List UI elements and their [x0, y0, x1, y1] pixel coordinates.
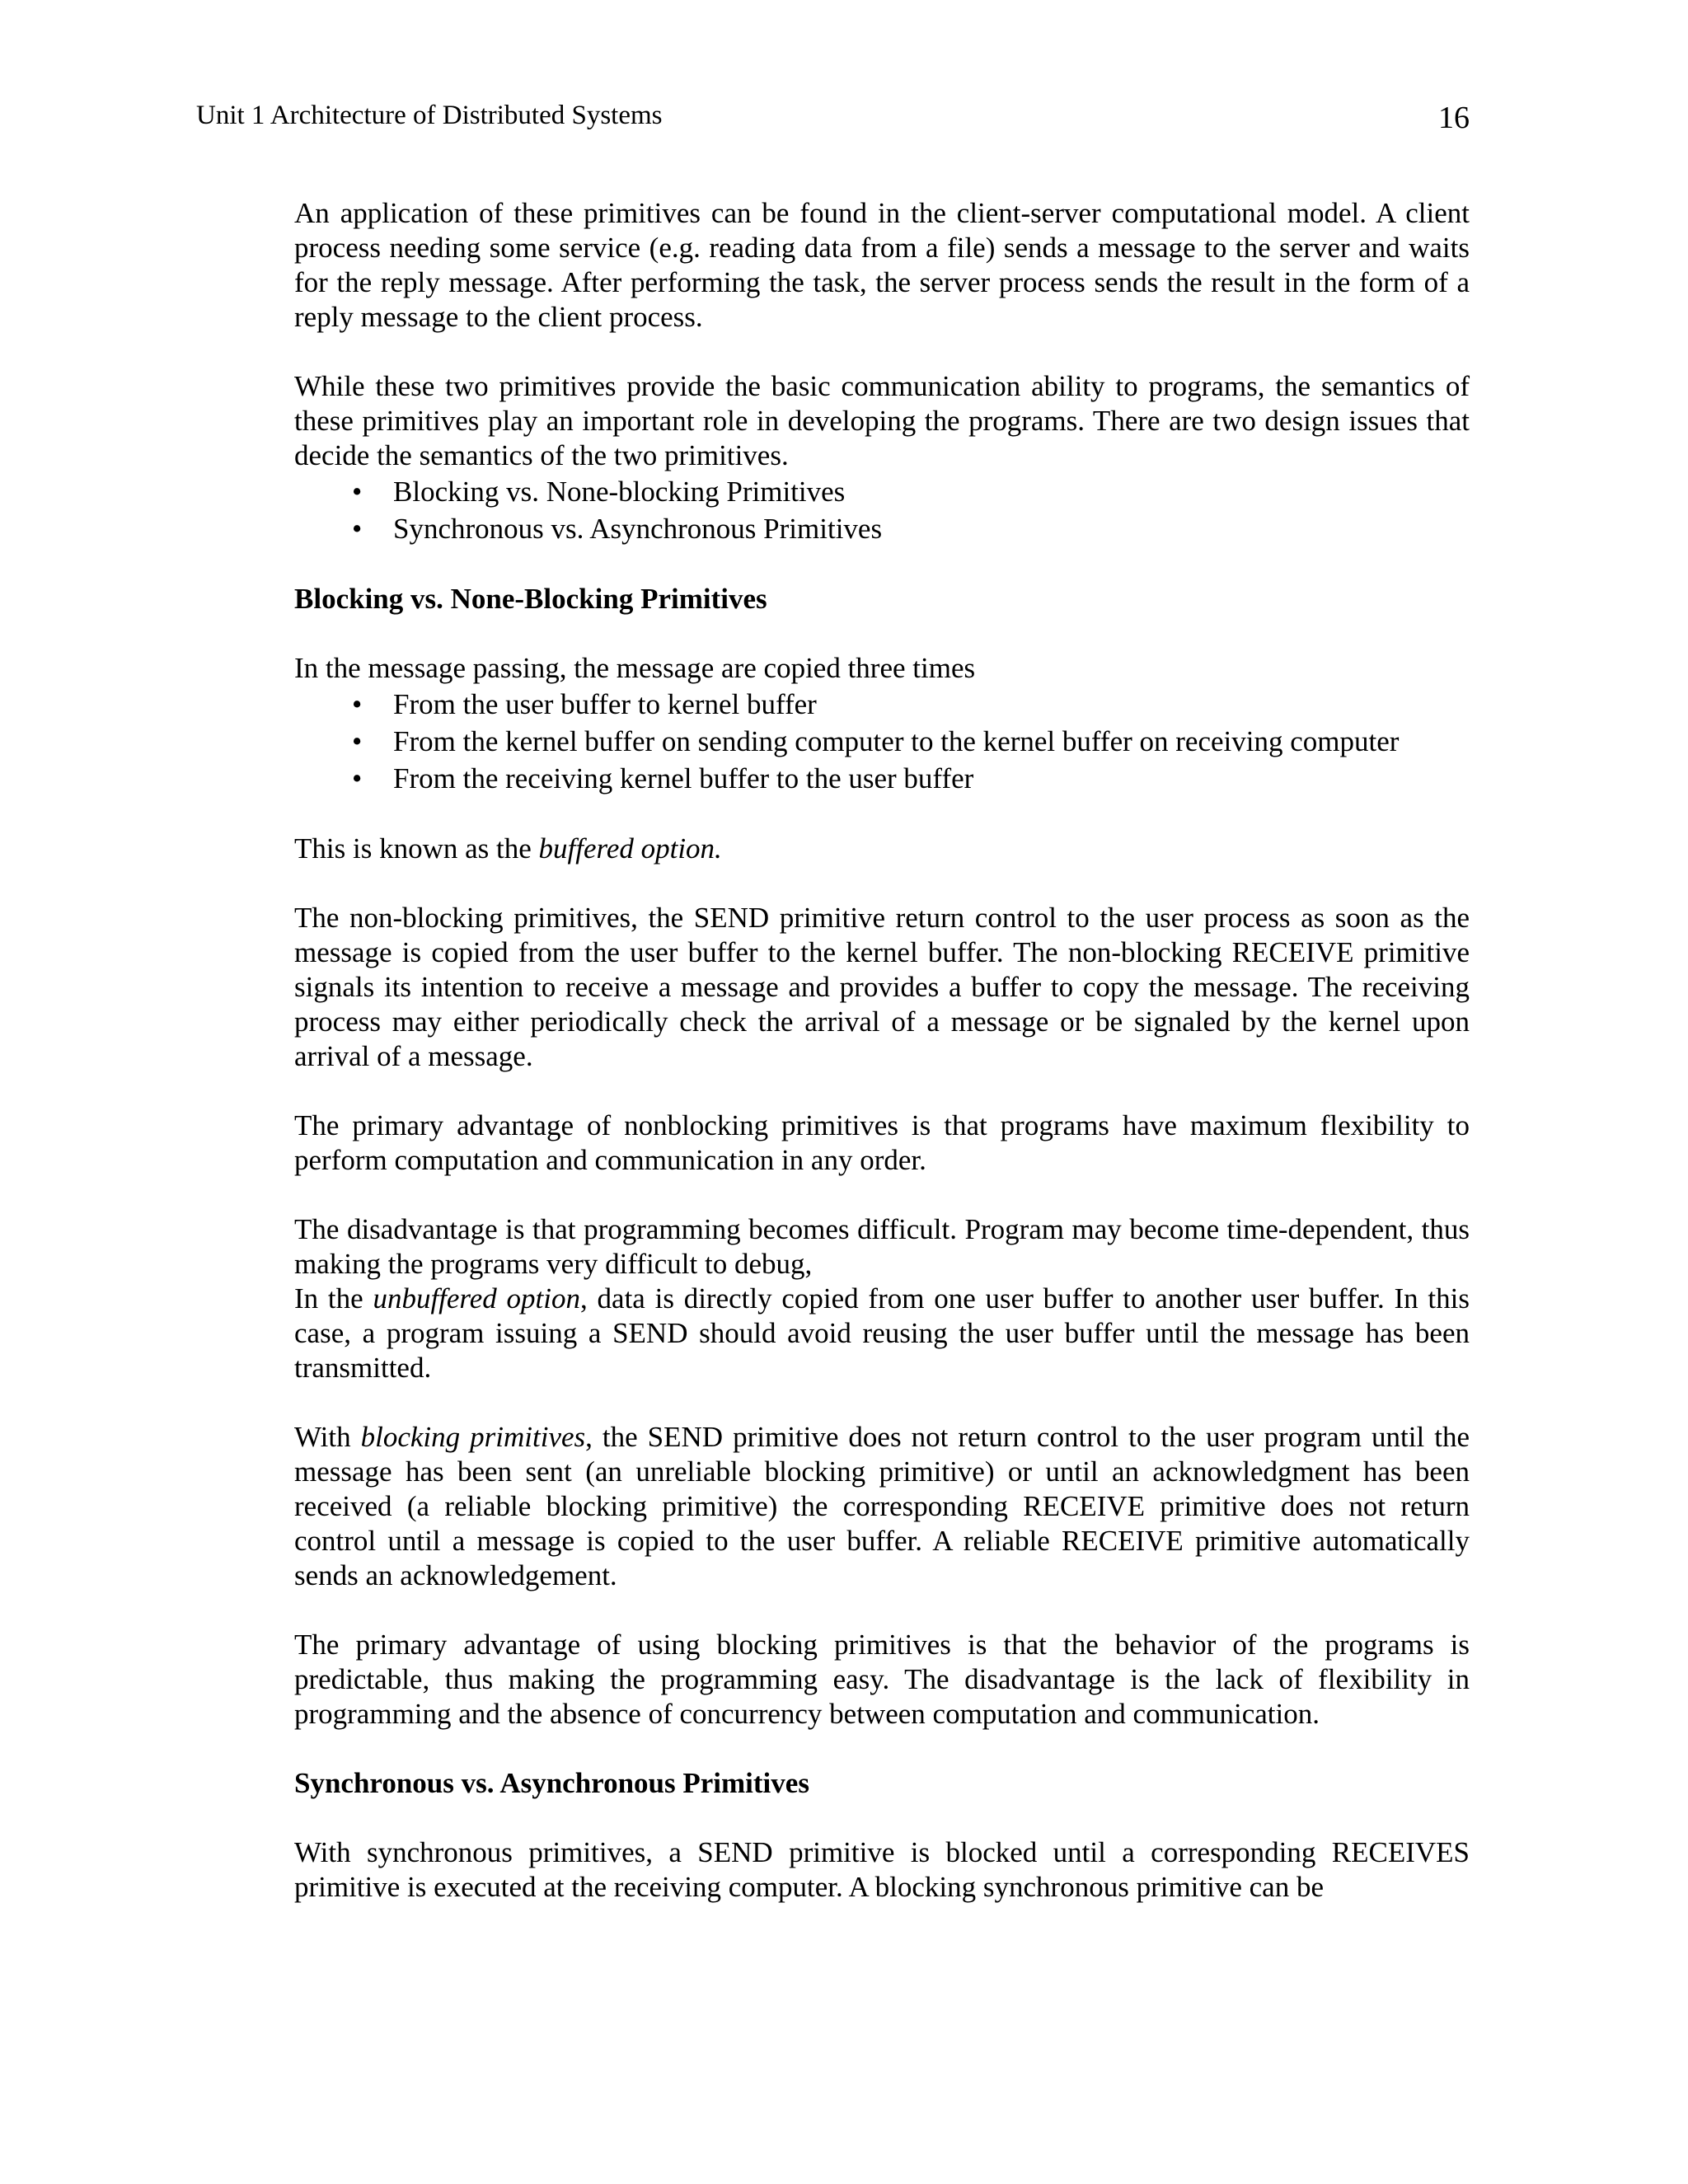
paragraph-buffered-option: This is known as the buffered option.	[294, 832, 722, 865]
paragraph-message-copies: In the message passing, the message are copied three times	[294, 652, 976, 684]
heading-blocking-primitives: Blocking vs. None-Blocking Primitives	[294, 583, 767, 615]
list-item: • Blocking vs. None-blocking Primitives	[294, 473, 1470, 510]
list-item: • From the receiving kernel buffer to the user buffer	[294, 760, 1470, 797]
paragraph-unbuffered-option: In the unbuffered option, data is directly copied from one user buffer to another user buffer. In this case, a program issuing a SEND should avoid reusing the user buffer until the message has been transmitted.	[294, 1282, 1470, 1384]
page-number: 16	[1438, 101, 1470, 135]
paragraph-synchronous: With synchronous primitives, a SEND primitive is blocked until a corresponding RECEIVES primitive is executed at the receiving computer. A blocking synchronous primitive can be	[294, 1836, 1470, 1903]
list-item: • From the kernel buffer on sending computer to the kernel buffer on receiving computer	[294, 723, 1470, 760]
paragraph-blocking-advantage: The primary advantage of using blocking primitives is that the behavior of the programs is predictable, thus making the programming easy. The disadvantage is the lack of flexibility in programming and the absence of concurrency between computation and communication.	[294, 1629, 1470, 1730]
page-body	[294, 196, 1470, 1905]
bullet-icon: •	[352, 513, 363, 545]
paragraph-blocking: With blocking primitives, the SEND primitive does not return control to the user program until the message has been sent (an unreliable blocking primitive) or until an acknowledgment has been received (a reliable blocking primitive) the corresponding RECEIVE primitive does not return control until a message is copied to the user buffer. A reliable RECEIVE primitive automatically sends an acknowledgement.	[294, 1421, 1470, 1591]
paragraph-nonblocking: The non-blocking primitives, the SEND primitive return control to the user process as soon as the message is copied from the user buffer to the kernel buffer. The non-blocking RECEIVE primitive signals its intention to receive a message and provides a buffer to copy the message. The receiving process may either periodically check the arrival of a message or be signaled by the kernel upon arrival of a message.	[294, 902, 1470, 1072]
bullet-icon: •	[352, 476, 363, 508]
bullet-icon: •	[352, 688, 363, 720]
running-header: Unit 1 Architecture of Distributed Systems	[196, 101, 663, 130]
bullet-icon: •	[352, 762, 363, 794]
copy-steps-list	[294, 686, 1470, 797]
paragraph-nonblocking-advantage: The primary advantage of nonblocking primitives is that programs have maximum flexibility to perform computation and communication in any order.	[294, 1109, 1470, 1176]
paragraph-semantics: While these two primitives provide the basic communication ability to programs, the semantics of these primitives play an important role in developing the programs. There are two design issues that decide the semantics of the two primitives.	[294, 370, 1470, 471]
list-item: • Synchronous vs. Asynchronous Primitives	[294, 510, 1470, 547]
list-item: • From the user buffer to kernel buffer	[294, 686, 1470, 723]
design-issues-list	[294, 473, 1470, 547]
bullet-icon: •	[352, 725, 363, 757]
paragraph-client-server: An application of these primitives can be found in the client-server computational model. A client process needing some service (e.g. reading data from a file) sends a message to the server and waits for the reply message. After performing the task, the server process sends the result in the form of a reply message to the client process.	[294, 197, 1470, 333]
heading-synchronous-primitives: Synchronous vs. Asynchronous Primitives	[294, 1767, 809, 1799]
paragraph-nonblocking-disadvantage: The disadvantage is that programming becomes difficult. Program may become time-dependent, thus making the programs very difficult to debug,	[294, 1213, 1470, 1280]
